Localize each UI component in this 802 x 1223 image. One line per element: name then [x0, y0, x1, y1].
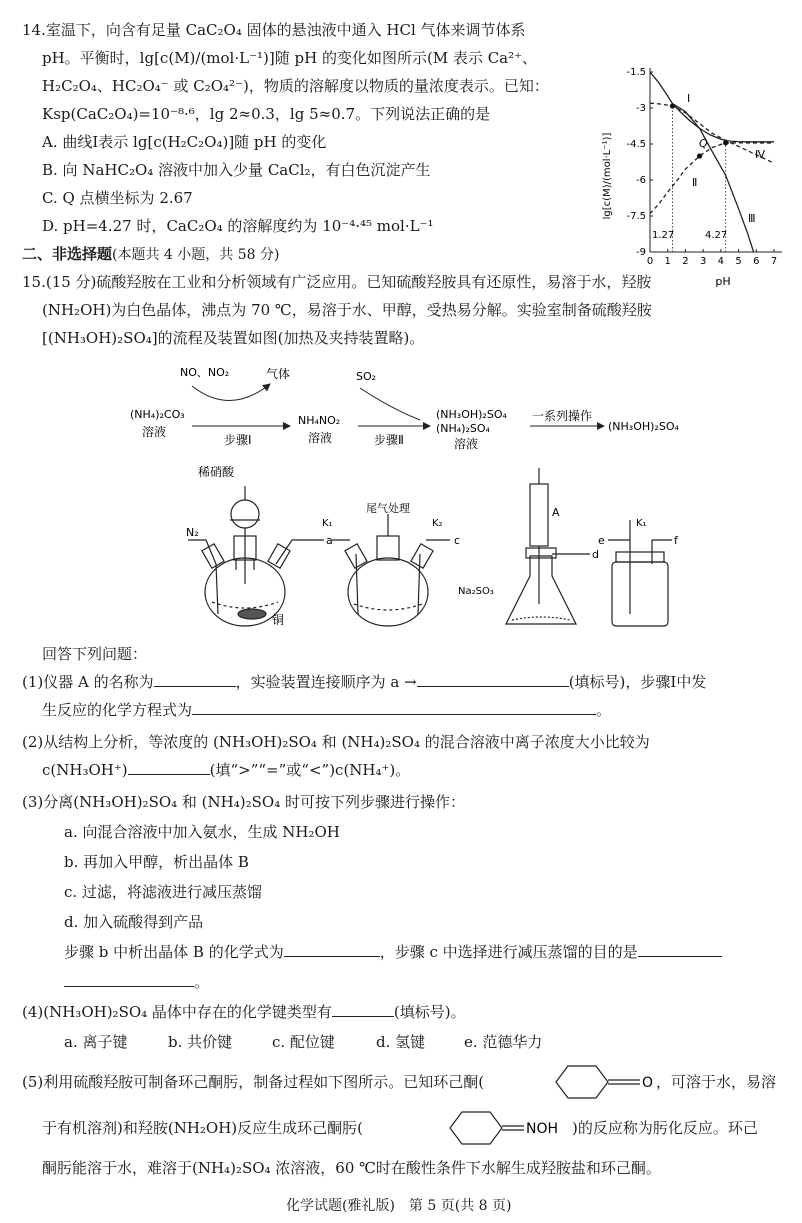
label-a: a [326, 534, 333, 547]
flow-reagent-1: NO、NO₂ [180, 366, 230, 379]
answer-blank-1[interactable] [154, 672, 236, 687]
flow-step-1: 步骤Ⅰ [224, 433, 252, 447]
curve-label-2: Ⅱ [692, 176, 698, 189]
label-acid: 稀硝酸 [198, 465, 235, 479]
page-footer: 化学试题(雅礼版) 第 5 页(共 8 页) [286, 1198, 512, 1214]
flow-ops: 一系列操作 [532, 409, 593, 423]
q14-line-2: pH。平衡时，lg[c(M)/(mol·L⁻¹)]随 pH 的变化如图所示(M 表示 Ca²⁺、 [42, 49, 538, 67]
chart-xlabel: pH [715, 275, 731, 288]
apparatus-diagram [160, 464, 700, 634]
chart-y-tick-label: -9 [636, 247, 646, 258]
label-k2: K₂ [432, 518, 443, 529]
q14-option-b: B. 向 NaHC₂O₄ 溶液中加入少量 CaCl₂，有白色沉淀产生 [42, 161, 431, 179]
section-heading: 二、非选择题 [22, 245, 113, 263]
q14-line-4: Ksp(CaC₂O₄)=10⁻⁸·⁶，lg 2≈0.3，lg 5≈0.7。下列说法正确的是 [42, 105, 491, 123]
oxime-structure [444, 1108, 574, 1148]
chart-ylabel: lg[c(M)/(mol·L⁻¹)] [602, 132, 613, 220]
flow-mid: NH₄NO₂ [298, 414, 341, 427]
chart-y-tick-label: -4.5 [626, 139, 646, 150]
flow-product-sub: 溶液 [454, 437, 479, 451]
chart-y-tick-label: -1.5 [626, 67, 646, 78]
step-d: d. 加入硫酸得到产品 [64, 913, 204, 931]
flow-product-a: (NH₃OH)₂SO₄ [436, 408, 507, 421]
chart-y-tick-label: -3 [636, 103, 646, 114]
p3-text-c: 。 [194, 973, 210, 991]
flow-gas: 气体 [266, 367, 291, 381]
flow-product-b: (NH₄)₂SO₄ [436, 422, 490, 435]
label-tail: 尾气处理 [366, 502, 410, 515]
oxime-noh: NOH [526, 1121, 559, 1137]
chart-y-tick-label: -6 [636, 175, 646, 186]
bond-b: b. 共价键 [168, 1033, 233, 1051]
annotation-4-27: 4.27 [705, 230, 728, 241]
chart-x-tick-label: 7 [770, 256, 778, 267]
q15-part-3-line-end [64, 972, 209, 992]
curve-label-3: Ⅲ [748, 212, 756, 225]
chart-x-tick-label: 3 [699, 256, 707, 267]
ketone-o: O [642, 1075, 654, 1091]
answer-blank-7[interactable] [64, 972, 194, 987]
bond-d: d. 氢键 [376, 1033, 426, 1051]
chart-x-tick-label: 5 [735, 256, 742, 267]
label-f: f [674, 534, 678, 547]
chart-x-tick-label: 0 [646, 256, 654, 267]
answer-blank-4[interactable] [128, 760, 210, 775]
label-c: c [454, 534, 461, 547]
chart-x-tick-label: 4 [717, 256, 725, 267]
step-b: b. 再加入甲醇，析出晶体 B [64, 853, 249, 871]
p4-text-a: (4)(NH₃OH)₂SO₄ 晶体中存在的化学键类型有 [22, 1003, 332, 1021]
answer-blank-6[interactable] [638, 942, 722, 957]
answer-blank-5[interactable] [284, 942, 380, 957]
answer-intro: 回答下列问题： [42, 645, 148, 663]
label-n2: N₂ [186, 526, 199, 539]
curve-label-1: Ⅰ [687, 92, 691, 105]
p2-text-b: c(NH₃OH⁺) [42, 761, 128, 779]
section-note: (本题共 4 小题，共 58 分) [112, 247, 280, 263]
p2-text-c: (填“>”“=”或“<”)c(NH₄⁺)。 [209, 761, 411, 779]
p4-text-b: (填标号)。 [393, 1003, 466, 1021]
label-A: A [552, 506, 560, 519]
chart-series-line-1 [650, 72, 774, 142]
p3-text-b: ，步骤 c 中选择进行减压蒸馏的目的是 [379, 943, 638, 961]
answer-blank-2[interactable] [417, 672, 569, 687]
label-copper: 铜 [272, 613, 285, 627]
q14-line-3: H₂C₂O₄、HC₂O₄⁻ 或 C₂O₄²⁻)，物质的溶解度以物质的量浓度表示。已知： [42, 77, 549, 95]
bond-a: a. 离子键 [64, 1033, 128, 1051]
q15-part-5-d: )的反应称为肟化反应。环己 [572, 1119, 758, 1137]
q15-intro-3: [(NH₃OH)₂SO₄]的流程及装置如图(加热及夹持装置略)。 [42, 329, 425, 347]
q14-option-a: A. 曲线Ⅰ表示 lg[c(H₂C₂O₄)]随 pH 的变化 [42, 133, 327, 151]
p1-text-a: (1)仪器 A 的名称为 [22, 673, 154, 691]
flow-reagent-2: SO₂ [356, 370, 377, 383]
chart-x-tick-label: 6 [753, 256, 760, 267]
flow-start-sub: 溶液 [142, 425, 167, 439]
q14-line-1: 14.室温下，向含有足量 CaC₂O₄ 固体的悬浊液中通入 HCl 气体来调节体系 [22, 21, 526, 39]
q15-part-1-line-2 [42, 700, 611, 720]
solubility-chart [596, 56, 796, 288]
flask-2 [348, 558, 428, 626]
p1-text-c: (填标号)，步骤Ⅰ中发 [568, 673, 707, 691]
q14-option-c: C. Q 点横坐标为 2.67 [42, 189, 193, 207]
flow-mid-sub: 溶液 [308, 431, 333, 445]
q15-intro-1: 15.(15 分)硫酸羟胺在工业和分析领域有广泛应用。已知硫酸羟胺具有还原性，易溶于水，羟胺 [22, 273, 652, 291]
answer-blank-3[interactable] [192, 700, 596, 715]
chart-y-tick-label: -7.5 [626, 211, 646, 222]
p1-text-b: ，实验装置连接顺序为 a → [235, 673, 417, 691]
q15-part-3-question [64, 942, 722, 962]
p3-text-a: 步骤 b 中析出晶体 B 的化学式为 [64, 943, 284, 961]
erlenmeyer [506, 556, 576, 624]
flow-final: (NH₃OH)₂SO₄ [608, 420, 679, 433]
q15-part-1-line-1 [22, 672, 706, 692]
step-c: c. 过滤，将滤液进行减压蒸馏 [64, 883, 262, 901]
annotation-1-27: 1.27 [652, 230, 675, 241]
chart-x-tick-label: 2 [682, 256, 689, 267]
label-k1b: K₁ [636, 518, 647, 529]
curve-label-4: Ⅳ [755, 148, 766, 161]
q15-part-4 [22, 1002, 466, 1022]
q15-part-2-line-2 [42, 760, 410, 780]
label-e: e [598, 534, 605, 547]
answer-blank-8[interactable] [332, 1002, 394, 1017]
point-label-q: Q [699, 137, 708, 150]
label-na2so3: Na₂SO₃ [458, 586, 494, 597]
p1-text-d: 生反应的化学方程式为 [42, 701, 193, 719]
label-d: d [592, 548, 599, 561]
p1-text-e: 。 [596, 701, 612, 719]
q15-part-5-b: ，可溶于水，易溶 [656, 1073, 777, 1091]
chart-point [670, 103, 675, 108]
step-a: a. 向混合溶液中加入氨水，生成 NH₂OH [64, 823, 340, 841]
q15-part-2-line-1: (2)从结构上分析，等浓度的 (NH₃OH)₂SO₄ 和 (NH₄)₂SO₄ 的混合溶液中离子浓度大小比较为 [22, 733, 650, 751]
cyclohexanone-structure [550, 1062, 660, 1102]
chart-point [697, 153, 702, 158]
q15-intro-2: (NH₂OH)为白色晶体，沸点为 70 ℃，易溶于水、甲醇，受热易分解。实验室制备硫酸羟胺 [42, 301, 652, 319]
bond-e: e. 范德华力 [464, 1033, 543, 1051]
q15-part-5-c: 于有机溶剂)和羟胺(NH₂OH)反应生成环己酮肟( [42, 1119, 364, 1137]
chart-x-tick-label: 1 [664, 256, 671, 267]
q14-option-d: D. pH=4.27 时，CaC₂O₄ 的溶解度约为 10⁻⁴·⁴⁵ mol·L⁻¹ [42, 217, 434, 235]
flow-start: (NH₄)₂CO₃ [130, 408, 185, 421]
q15-part-5-a: (5)利用硫酸羟胺可制备环己酮肟，制备过程如下图所示。已知环己酮( [22, 1073, 485, 1091]
section-title [22, 244, 279, 265]
gas-bottle [612, 562, 668, 626]
q15-part-3: (3)分离(NH₃OH)₂SO₄ 和 (NH₄)₂SO₄ 时可按下列步骤进行操作： [22, 793, 465, 811]
label-k1: K₁ [322, 518, 333, 529]
bond-c: c. 配位键 [272, 1033, 335, 1051]
chart-point [723, 140, 728, 145]
flow-diagram [120, 356, 700, 466]
flow-step-2: 步骤Ⅱ [374, 433, 404, 447]
q15-part-5-e: 酮肟能溶于水，难溶于(NH₄)₂SO₄ 浓溶液，60 ℃时在酸性条件下水解生成羟胺盐和环己酮。 [42, 1159, 661, 1177]
